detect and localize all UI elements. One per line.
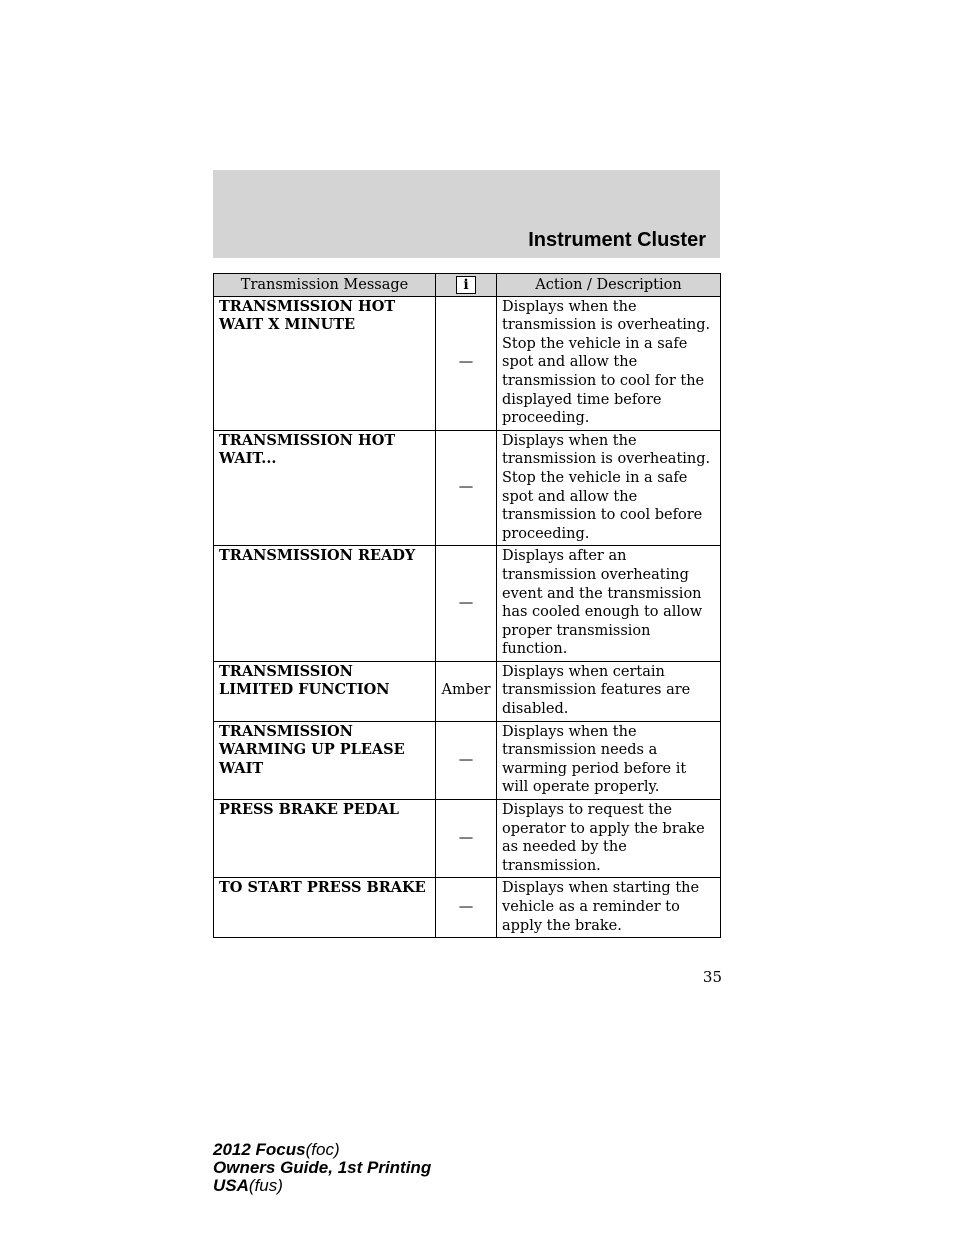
message-cell: TRANSMISSION READY (214, 546, 436, 662)
footer-printing: Owners Guide, 1st Printing (213, 1158, 432, 1177)
footer-market-code: (fus) (248, 1176, 283, 1195)
indicator-cell: — (436, 430, 497, 546)
table-row (214, 546, 721, 662)
table-row (214, 430, 721, 546)
indicator-cell: — (436, 878, 497, 938)
message-cell: TRANSMISSION HOT WAIT... (214, 430, 436, 546)
table-row (214, 721, 721, 799)
indicator-cell: — (436, 296, 497, 430)
message-cell: TO START PRESS BRAKE (214, 878, 436, 938)
description-cell: Displays when the transmission is overheating. Stop the vehicle in a safe spot and allow the transmission to cool for the displayed time before proceeding. (497, 296, 721, 430)
footer-model: 2012 Focus (213, 1140, 306, 1159)
table-row (214, 800, 721, 878)
indicator-cell: Amber (436, 661, 497, 721)
footer-market: USA (213, 1176, 249, 1195)
section-header-band (213, 170, 720, 258)
message-cell: TRANSMISSION HOT WAIT X MINUTE (214, 296, 436, 430)
column-header-description: Action / Description (497, 274, 721, 297)
description-cell: Displays when the transmission is overheating. Stop the vehicle in a safe spot and allow the transmission to cool before proceeding. (497, 430, 721, 546)
description-cell: Displays when the transmission needs a warming period before it will operate properly. (497, 721, 721, 799)
indicator-cell: — (436, 800, 497, 878)
table-row (214, 296, 721, 430)
description-cell: Displays to request the operator to apply the brake as needed by the transmission. (497, 800, 721, 878)
table-row (214, 661, 721, 721)
description-cell: Displays when certain transmission features are disabled. (497, 661, 721, 721)
description-cell: Displays after an transmission overheating event and the transmission has cooled enough to allow proper transmission function. (497, 546, 721, 662)
indicator-cell: — (436, 721, 497, 799)
column-header-message: Transmission Message (214, 274, 436, 297)
transmission-message-table (213, 273, 721, 938)
section-title: Instrument Cluster (528, 229, 706, 251)
table-row (214, 878, 721, 938)
message-cell: TRANSMISSION WARMING UP PLEASE WAIT (214, 721, 436, 799)
page-number: 35 (702, 968, 722, 986)
message-cell: TRANSMISSION LIMITED FUNCTION (214, 661, 436, 721)
footer-model-code: (foc) (305, 1140, 340, 1159)
document-footer (213, 1141, 431, 1195)
column-header-indicator (436, 274, 497, 297)
table-header-row (214, 274, 721, 297)
description-cell: Displays when starting the vehicle as a reminder to apply the brake. (497, 878, 721, 938)
info-icon: i (456, 276, 476, 294)
message-cell: PRESS BRAKE PEDAL (214, 800, 436, 878)
indicator-cell: — (436, 546, 497, 662)
